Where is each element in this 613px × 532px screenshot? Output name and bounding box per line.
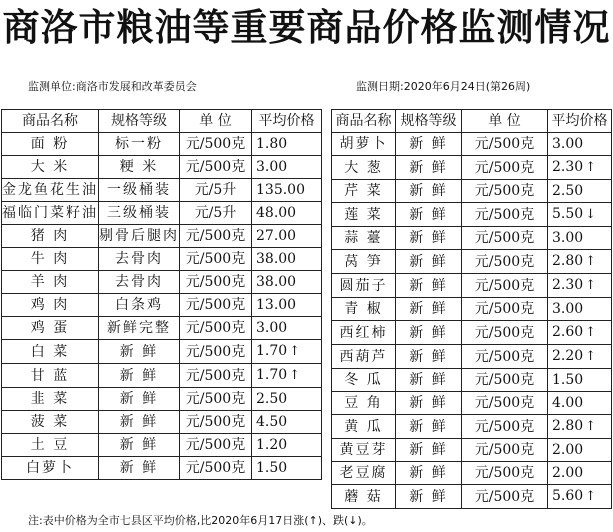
price-value: 48.00 <box>256 205 297 221</box>
table-row <box>2 457 322 480</box>
cell-grade: 新 鲜 <box>99 340 180 364</box>
price-value: 1.80 <box>256 136 288 152</box>
footnote: 注:表中价格为全市七县区平均价格,比2020年6月17日涨(↑)、跌(↓)。 <box>28 514 373 527</box>
price-value: 2.20 <box>552 348 584 364</box>
cell-unit: 元/500克 <box>462 250 548 274</box>
cell-unit: 元/500克 <box>462 180 548 203</box>
header-unit: 单 位 <box>462 110 548 133</box>
cell-name: 韭 菜 <box>2 388 99 411</box>
price-value: 3.00 <box>256 159 288 175</box>
cell-grade: 新 鲜 <box>99 457 180 480</box>
table-row <box>2 388 322 411</box>
cell-name: 冬 瓜 <box>332 369 396 392</box>
cell-price <box>548 227 612 250</box>
cell-name: 大 葱 <box>332 156 396 180</box>
cell-name: 白 菜 <box>2 340 99 364</box>
cell-grade: 三级桶装 <box>99 202 180 225</box>
arrow-up-icon: ↑ <box>585 349 597 364</box>
table-row <box>2 434 322 457</box>
cell-unit: 元/500克 <box>462 133 548 156</box>
arrow-up-icon: ↑ <box>289 368 301 383</box>
cell-price <box>252 317 322 340</box>
arrow-up-icon: ↑ <box>585 325 597 340</box>
cell-name: 圆茄子 <box>332 274 396 298</box>
cell-name: 甘 蓝 <box>2 364 99 388</box>
cell-grade: 新 鲜 <box>396 345 462 369</box>
cell-unit: 元/500克 <box>180 434 252 457</box>
cell-price <box>548 439 612 462</box>
price-value: 2.00 <box>552 465 584 481</box>
cell-name: 豆 角 <box>332 392 396 415</box>
price-value: 1.50 <box>552 372 584 388</box>
header-name: 商品名称 <box>2 110 99 133</box>
price-value: 38.00 <box>256 274 297 290</box>
cell-grade: 新 鲜 <box>396 462 462 485</box>
table-header-row <box>332 110 612 133</box>
cell-name: 老豆腐 <box>332 462 396 485</box>
cell-price <box>548 369 612 392</box>
cell-unit: 元/500克 <box>180 411 252 434</box>
cell-price <box>548 180 612 203</box>
arrow-up-icon: ↑ <box>289 344 301 359</box>
price-value: 135.00 <box>256 182 305 198</box>
cell-price <box>252 225 322 248</box>
table-row <box>2 411 322 434</box>
cell-grade: 新 鲜 <box>396 415 462 439</box>
cell-price <box>548 203 612 227</box>
cell-price <box>548 485 612 509</box>
cell-price <box>548 250 612 274</box>
price-value: 2.50 <box>256 391 288 407</box>
table-row <box>2 248 322 271</box>
cell-unit: 元/500克 <box>180 271 252 294</box>
cell-unit: 元/500克 <box>462 298 548 321</box>
cell-price <box>548 392 612 415</box>
cell-name: 蒜 薹 <box>332 227 396 250</box>
cell-grade: 新 鲜 <box>99 411 180 434</box>
table-row <box>332 415 612 439</box>
table-row <box>2 364 322 388</box>
cell-unit: 元/500克 <box>180 340 252 364</box>
cell-unit: 元/500克 <box>462 156 548 180</box>
price-value: 27.00 <box>256 228 297 244</box>
cell-name: 大 米 <box>2 156 99 179</box>
cell-price <box>252 133 322 156</box>
cell-name: 西红柿 <box>332 321 396 345</box>
table-row <box>2 340 322 364</box>
cell-price <box>548 133 612 156</box>
price-value: 4.00 <box>552 395 584 411</box>
table-row <box>332 485 612 509</box>
table-row <box>2 225 322 248</box>
table-row <box>332 274 612 298</box>
cell-name: 胡萝卜 <box>332 133 396 156</box>
price-value: 3.00 <box>552 230 584 246</box>
price-value: 5.60 <box>552 488 584 504</box>
header-unit: 单 位 <box>180 110 252 133</box>
table-row <box>2 202 322 225</box>
monitor-unit: 监测单位:商洛市发展和改革委员会 <box>28 80 197 93</box>
cell-name: 金龙鱼花生油 <box>2 179 99 202</box>
arrow-up-icon: ↑ <box>585 160 597 175</box>
cell-price <box>548 462 612 485</box>
cell-name: 黄豆芽 <box>332 439 396 462</box>
table-row <box>332 439 612 462</box>
cell-name: 猪 肉 <box>2 225 99 248</box>
table-row <box>332 133 612 156</box>
cell-price <box>548 415 612 439</box>
cell-grade: 新 鲜 <box>396 133 462 156</box>
price-value: 13.00 <box>256 297 297 313</box>
cell-unit: 元/500克 <box>180 388 252 411</box>
table-row <box>332 298 612 321</box>
cell-grade: 新 鲜 <box>396 250 462 274</box>
arrow-down-icon: ↓ <box>585 207 597 222</box>
cell-grade: 一级桶装 <box>99 179 180 202</box>
table-row <box>2 271 322 294</box>
cell-grade: 去骨肉 <box>99 271 180 294</box>
price-value: 2.80 <box>552 418 584 434</box>
cell-price <box>252 411 322 434</box>
cell-price <box>548 298 612 321</box>
price-value: 3.00 <box>552 301 584 317</box>
cell-grade: 新鲜完整 <box>99 317 180 340</box>
price-table-right <box>331 109 612 509</box>
cell-grade: 新 鲜 <box>396 485 462 509</box>
cell-unit: 元/500克 <box>462 227 548 250</box>
cell-name: 菠 菜 <box>2 411 99 434</box>
table-row <box>332 227 612 250</box>
table-row <box>332 180 612 203</box>
cell-unit: 元/500克 <box>462 345 548 369</box>
cell-name: 鸡 肉 <box>2 294 99 317</box>
cell-grade: 新 鲜 <box>396 203 462 227</box>
cell-grade: 去骨肉 <box>99 248 180 271</box>
cell-price <box>252 434 322 457</box>
cell-name: 黄 瓜 <box>332 415 396 439</box>
price-value: 2.80 <box>552 253 584 269</box>
cell-name: 青 椒 <box>332 298 396 321</box>
cell-unit: 元/500克 <box>462 203 548 227</box>
arrow-up-icon: ↑ <box>585 489 597 504</box>
cell-price <box>252 340 322 364</box>
cell-name: 福临门菜籽油 <box>2 202 99 225</box>
cell-grade: 新 鲜 <box>99 388 180 411</box>
cell-price <box>252 457 322 480</box>
cell-price <box>252 294 322 317</box>
cell-price <box>548 274 612 298</box>
cell-name: 鸡 蛋 <box>2 317 99 340</box>
page-title: 商洛市粮油等重要商品价格监测情况 <box>2 6 611 49</box>
table-row <box>2 156 322 179</box>
cell-unit: 元/500克 <box>462 415 548 439</box>
price-value: 1.70 <box>256 367 288 383</box>
cell-price <box>252 179 322 202</box>
cell-name: 牛 肉 <box>2 248 99 271</box>
price-value: 3.00 <box>256 320 288 336</box>
arrow-up-icon: ↑ <box>585 419 597 434</box>
table-row <box>332 369 612 392</box>
cell-name: 莲 菜 <box>332 203 396 227</box>
cell-price <box>548 345 612 369</box>
price-value: 4.50 <box>256 414 288 430</box>
cell-unit: 元/500克 <box>462 439 548 462</box>
cell-unit: 元/500克 <box>462 369 548 392</box>
table-row <box>2 317 322 340</box>
price-table-left <box>1 109 322 480</box>
header-grade: 规格等级 <box>99 110 180 133</box>
cell-unit: 元/500克 <box>180 364 252 388</box>
cell-unit: 元/5升 <box>180 179 252 202</box>
monitor-date: 监测日期:2020年6月24日(第26周) <box>356 80 531 93</box>
cell-unit: 元/500克 <box>462 274 548 298</box>
cell-name: 芹 菜 <box>332 180 396 203</box>
cell-price <box>252 364 322 388</box>
cell-unit: 元/500克 <box>462 392 548 415</box>
price-value: 1.20 <box>256 437 288 453</box>
price-value: 2.30 <box>552 277 584 293</box>
price-value: 2.50 <box>552 183 584 199</box>
header-grade: 规格等级 <box>396 110 462 133</box>
arrow-up-icon: ↑ <box>585 278 597 293</box>
price-value: 38.00 <box>256 251 297 267</box>
cell-name: 土 豆 <box>2 434 99 457</box>
price-value: 2.30 <box>552 159 584 175</box>
price-value: 2.60 <box>552 324 584 340</box>
cell-unit: 元/500克 <box>180 294 252 317</box>
cell-grade: 新 鲜 <box>396 321 462 345</box>
cell-name: 面 粉 <box>2 133 99 156</box>
cell-price <box>252 156 322 179</box>
header-price: 平均价格 <box>252 110 322 133</box>
cell-unit: 元/500克 <box>462 485 548 509</box>
cell-grade: 新 鲜 <box>396 180 462 203</box>
price-value: 1.70 <box>256 343 288 359</box>
cell-name: 白萝卜 <box>2 457 99 480</box>
cell-unit: 元/500克 <box>180 248 252 271</box>
cell-price <box>252 271 322 294</box>
price-value: 1.50 <box>256 460 288 476</box>
cell-unit: 元/500克 <box>180 133 252 156</box>
table-header-row <box>2 110 322 133</box>
table-row <box>332 203 612 227</box>
cell-price <box>548 156 612 180</box>
cell-price <box>252 388 322 411</box>
cell-name: 蘑 菇 <box>332 485 396 509</box>
cell-name: 羊 肉 <box>2 271 99 294</box>
table-row <box>332 345 612 369</box>
arrow-up-icon: ↑ <box>585 254 597 269</box>
cell-grade: 新 鲜 <box>396 439 462 462</box>
cell-grade: 新 鲜 <box>396 298 462 321</box>
cell-name: 莴 笋 <box>332 250 396 274</box>
cell-grade: 粳 米 <box>99 156 180 179</box>
cell-unit: 元/5升 <box>180 202 252 225</box>
table-row <box>2 294 322 317</box>
cell-grade: 标一粉 <box>99 133 180 156</box>
table-row <box>332 321 612 345</box>
cell-grade: 剔骨后腿肉 <box>99 225 180 248</box>
header-price: 平均价格 <box>548 110 612 133</box>
cell-unit: 元/500克 <box>180 457 252 480</box>
cell-name: 西葫芦 <box>332 345 396 369</box>
cell-grade: 新 鲜 <box>396 274 462 298</box>
cell-unit: 元/500克 <box>180 225 252 248</box>
cell-unit: 元/500克 <box>462 321 548 345</box>
table-row <box>332 156 612 180</box>
price-value: 3.00 <box>552 136 584 152</box>
header-name: 商品名称 <box>332 110 396 133</box>
cell-grade: 新 鲜 <box>396 227 462 250</box>
cell-price <box>252 248 322 271</box>
cell-grade: 新 鲜 <box>396 369 462 392</box>
price-value: 5.50 <box>552 206 584 222</box>
table-row <box>332 392 612 415</box>
cell-unit: 元/500克 <box>180 156 252 179</box>
price-value: 2.00 <box>552 442 584 458</box>
table-row <box>2 133 322 156</box>
cell-grade: 白条鸡 <box>99 294 180 317</box>
cell-price <box>548 321 612 345</box>
cell-unit: 元/500克 <box>462 462 548 485</box>
table-row <box>332 462 612 485</box>
cell-price <box>252 202 322 225</box>
table-row <box>2 179 322 202</box>
table-row <box>332 250 612 274</box>
cell-grade: 新 鲜 <box>396 392 462 415</box>
cell-unit: 元/500克 <box>180 317 252 340</box>
cell-grade: 新 鲜 <box>99 434 180 457</box>
cell-grade: 新 鲜 <box>396 156 462 180</box>
price-table-right-body <box>332 110 612 509</box>
cell-grade: 新 鲜 <box>99 364 180 388</box>
price-table-left-body <box>2 110 322 480</box>
